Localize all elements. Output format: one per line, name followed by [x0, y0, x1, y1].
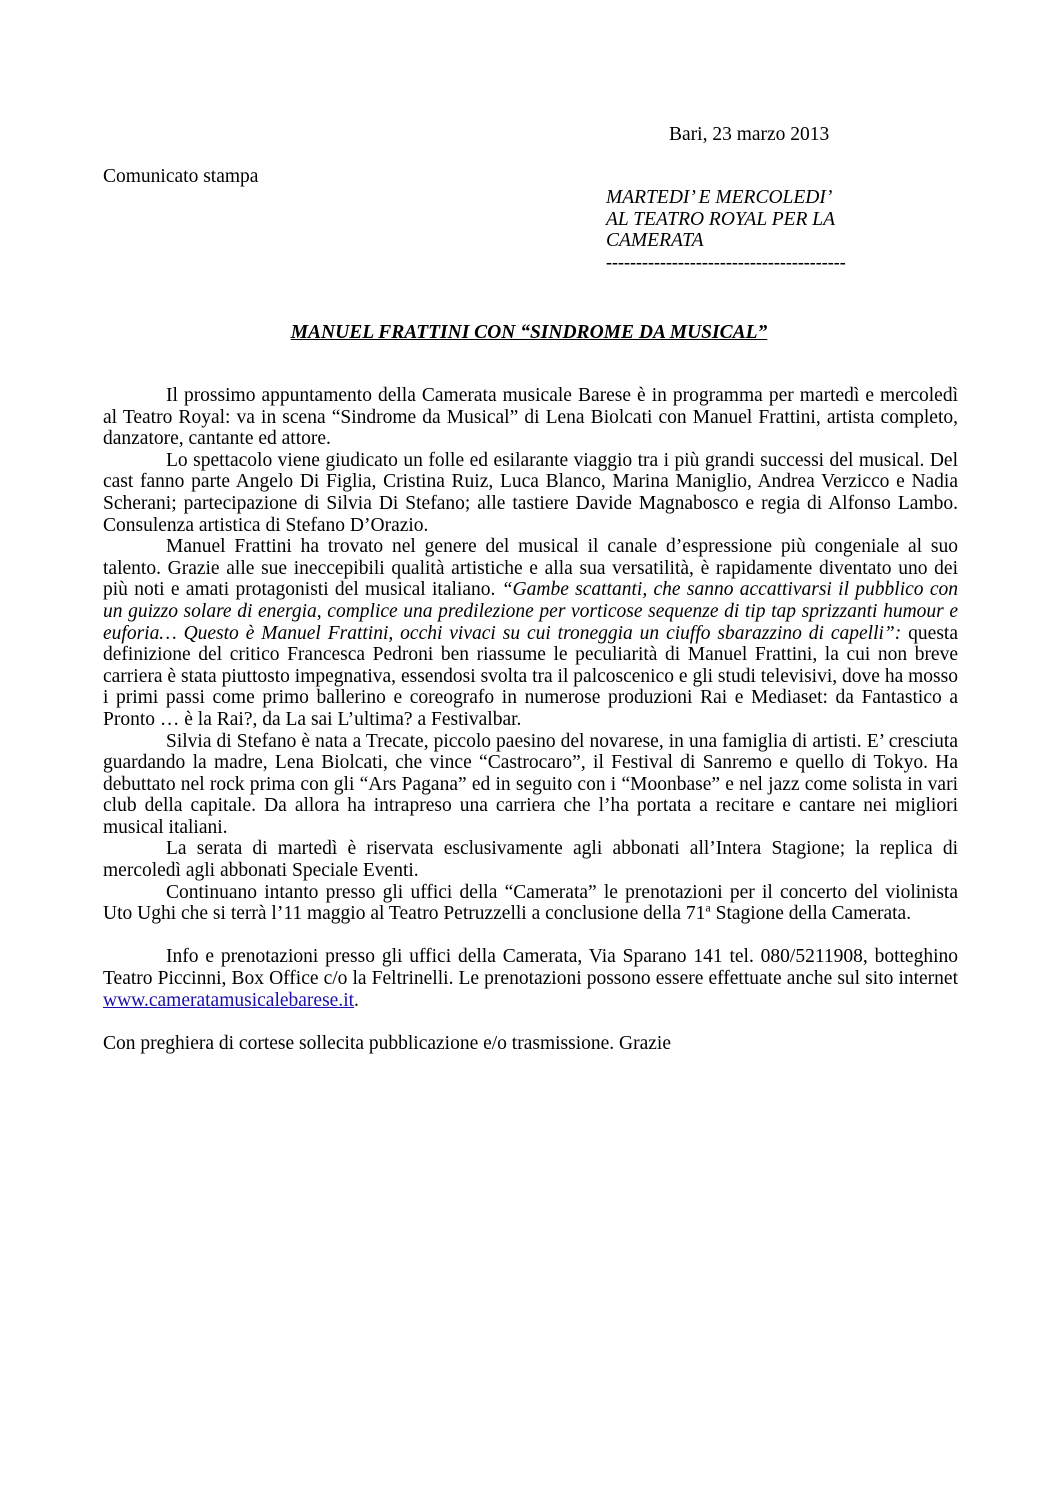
- headline-block: [606, 187, 866, 273]
- ordinal-superscript: a: [705, 900, 711, 915]
- headline-line-1: MARTEDI’ E MERCOLEDI’: [606, 187, 833, 208]
- headline-line-2: AL TEATRO ROYAL PER LA: [606, 208, 836, 230]
- paragraph-info-text-a: Info e prenotazioni presso gli uffici della Camerata, Via Sparano 141 tel. 080/5211908, botteghino Teatro Piccinni, Box Office c/o la Feltrinelli. Le prenotazioni possono essere effettuate anche sul sito internet: [103, 946, 958, 990]
- headline-line-3: CAMERATA: [606, 230, 704, 252]
- paragraph-3-text-a: Manuel Frattini ha trovato nel genere del musical il canale d’espressione più congeniale al suo talento. Grazie alle sue ineccepibili qualità artistiche e alla sua versatilità, è rapidamente diventato uno dei più noti e amati protagonisti del musical italiano.: [103, 536, 958, 601]
- paragraph-3: [103, 536, 958, 730]
- paragraph-6-text-b: Stagione della Camerata.: [710, 903, 912, 925]
- press-release-label: Comunicato stampa: [103, 166, 259, 187]
- paragraph-1: Il prossimo appuntamento della Camerata musicale Barese è in programma per martedì e mercoledì al Teatro Royal: va in scena “Sindrome da Musical” di Lena Biolcati con Manuel Frattini, artista completo, danzatore, cantante ed attore.: [103, 385, 958, 450]
- paragraph-5: La serata di martedì è riservata esclusivamente agli abbonati all’Intera Stagione; la replica di mercoledì agli abbonati Speciale Eventi.: [103, 838, 958, 882]
- paragraph-4: Silvia di Stefano è nata a Trecate, piccolo paesino del novarese, in una famiglia di artisti. E’ cresciuta guardando la madre, Lena Biolcati, che vince “Castrocaro”, il Festival di Sanremo e quello di Tokyo. Ha debuttato nel rock prima con gli “Ars Pagana” ed in seguito con i “Moonbase” e nel jazz come solista in vari club della capitale. Da allora ha intrapreso una carriera che l’ha portata a recitare e cantare nei migliori musical italiani.: [103, 730, 958, 838]
- paragraph-info-text-b: .: [354, 989, 359, 1011]
- paragraph-3-text-b: questa definizione del critico Francesca Pedroni ben riassume le peculiarità di Manuel Frattini, la cui non breve carriera è stata piuttosto impegnativa, essendosi svolta tra il palcoscenico e gli studi televisivi, dove ha mosso i primi passi come primo ballerino e coreografo in numerose produzioni Rai e Mediaset: da Fantastico a Pronto … è la Rai?, da La sai L’ultima? a Festivalbar.: [103, 622, 958, 730]
- press-date: Bari, 23 marzo 2013: [669, 124, 830, 145]
- paragraph-info: [103, 946, 958, 1011]
- website-link[interactable]: www.cameratamusicalebarese.it: [103, 989, 355, 1011]
- article-body: [103, 385, 958, 1054]
- paragraph-2: Lo spettacolo viene giudicato un folle ed esilarante viaggio tra i più grandi successi del musical. Del cast fanno parte Angelo Di Figlia, Cristina Ruiz, Luca Blanco, Marina Maniglio, Andrea Verzicco e Nadia Scherani; partecipazione di Silvia Di Stefano; alle tastiere Davide Magnabosco e regia di Alfonso Lambo. Consulenza artistica di Stefano D’Orazio.: [103, 449, 958, 536]
- critic-quote: “Gambe scattanti, che sanno accattivarsi il pubblico con un guizzo solare di energia, complice una predilezione per vorticose sequenze di tip tap sprizzanti humour e euforia… Questo è Manuel Frattini, occhi vivaci su cui troneggia un ciuffo sbarazzino di capelli”:: [103, 579, 958, 644]
- closing-line: Con preghiera di cortese sollecita pubblicazione e/o trasmissione. Grazie: [103, 1032, 672, 1054]
- paragraph-6: [103, 882, 958, 925]
- paragraph-6-text-a: Continuano intanto presso gli uffici della “Camerata” le prenotazioni per il concerto del violinista Uto Ughi che si terrà l’11 maggio al Teatro Petruzzelli a conclusione della 71: [103, 881, 958, 925]
- headline-rule: ----------------------------------------: [606, 251, 846, 272]
- article-title: MANUEL FRATTINI CON “SINDROME DA MUSICAL”: [290, 322, 768, 343]
